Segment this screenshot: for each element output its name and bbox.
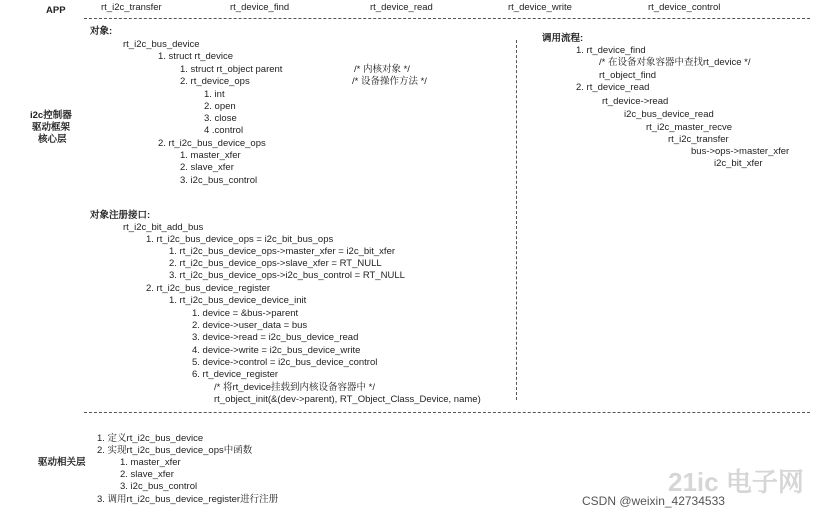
register-line: rt_i2c_bit_add_bus: [123, 222, 204, 233]
register-line: 3. rt_i2c_bus_device_ops->i2c_bus_control = RT_NULL: [169, 270, 405, 281]
object-line: 2. open: [204, 101, 236, 112]
object-line: 1. int: [204, 89, 225, 100]
register-line: 1. rt_i2c_bus_device_ops->master_xfer = i2c_bit_xfer: [169, 246, 396, 257]
register-line: 2. device->user_data = bus: [192, 320, 308, 331]
register-line: 2. rt_i2c_bus_device_ops->slave_xfer = RT_NULL: [169, 258, 382, 269]
flow-line: rt_i2c_master_recve: [646, 122, 733, 133]
flow-column-divider: [516, 40, 517, 400]
site-logo-watermark: 21ic 电子网: [668, 467, 804, 497]
object-comment: /* 设备操作方法 */: [352, 76, 427, 87]
object-line: 4 .control: [204, 125, 244, 136]
app-function-i2c-transfer: rt_i2c_transfer: [101, 2, 162, 13]
driver-layer-label: 驱动相关层: [38, 457, 86, 468]
flow-line: rt_device->read: [602, 96, 669, 107]
register-line: rt_object_init(&(dev->parent), RT_Object_Class_Device, name): [214, 394, 481, 405]
flow-line: rt_i2c_transfer: [668, 134, 729, 145]
register-title: 对象注册接口:: [90, 210, 151, 221]
app-function-device-control: rt_device_control: [648, 2, 721, 13]
register-line: 3. device->read = i2c_bus_device_read: [192, 332, 359, 343]
register-line: 1. rt_i2c_bus_device_device_init: [169, 295, 307, 306]
object-line: 2. slave_xfer: [180, 162, 234, 173]
header-divider: [84, 18, 810, 19]
object-line: 2. rt_i2c_bus_device_ops: [158, 138, 266, 149]
register-line: 1. rt_i2c_bus_device_ops = i2c_bit_bus_ops: [146, 234, 334, 245]
driver-step: 1. master_xfer: [120, 457, 181, 468]
app-function-device-write: rt_device_write: [508, 2, 572, 13]
driver-step: 3. i2c_bus_control: [120, 481, 198, 492]
register-line: 4. device->write = i2c_bus_device_write: [192, 345, 361, 356]
object-comment: /* 内核对象 */: [354, 64, 410, 75]
objects-title: 对象:: [90, 26, 113, 37]
driver-step: 2. 实现rt_i2c_bus_device_ops中函数: [97, 445, 253, 456]
core-layer-label-line-3: 核心层: [38, 134, 67, 145]
core-layer-label-line-2: 驱动框架: [32, 122, 71, 133]
flow-line: 2. rt_device_read: [576, 82, 650, 93]
layer-divider: [84, 412, 810, 413]
object-line: 1. struct rt_object parent: [180, 64, 283, 75]
object-line: 2. rt_device_ops: [180, 76, 250, 87]
flow-title: 调用流程:: [542, 33, 584, 44]
register-line: 1. device = &bus->parent: [192, 308, 299, 319]
flow-comment: /* 在设备对象容器中查找rt_device */: [599, 57, 751, 68]
flow-line: i2c_bit_xfer: [714, 158, 763, 169]
flow-line: 1. rt_device_find: [576, 45, 646, 56]
object-line: 1. struct rt_device: [158, 51, 233, 62]
app-layer-label: APP: [46, 5, 66, 16]
object-line: rt_i2c_bus_device: [123, 39, 200, 50]
core-layer-label-line-1: i2c控制器: [30, 110, 72, 121]
app-function-device-find: rt_device_find: [230, 2, 290, 13]
object-line: 3. i2c_bus_control: [180, 175, 258, 186]
register-line: 2. rt_i2c_bus_device_register: [146, 283, 271, 294]
driver-step: 2. slave_xfer: [120, 469, 174, 480]
flow-line: i2c_bus_device_read: [624, 109, 714, 120]
flow-line: rt_object_find: [599, 70, 657, 81]
register-line: 5. device->control = i2c_bus_device_control: [192, 357, 378, 368]
object-line: 3. close: [204, 113, 237, 124]
flow-line: bus->ops->master_xfer: [691, 146, 790, 157]
register-line: 6. rt_device_register: [192, 369, 279, 380]
driver-step: 1. 定义rt_i2c_bus_device: [97, 433, 204, 444]
csdn-watermark: CSDN @weixin_42734533: [582, 494, 725, 508]
app-function-device-read: rt_device_read: [370, 2, 433, 13]
driver-step: 3. 调用rt_i2c_bus_device_register进行注册: [97, 494, 279, 505]
register-comment: /* 将rt_device挂载到内核设备容器中 */: [214, 382, 375, 393]
object-line: 1. master_xfer: [180, 150, 241, 161]
